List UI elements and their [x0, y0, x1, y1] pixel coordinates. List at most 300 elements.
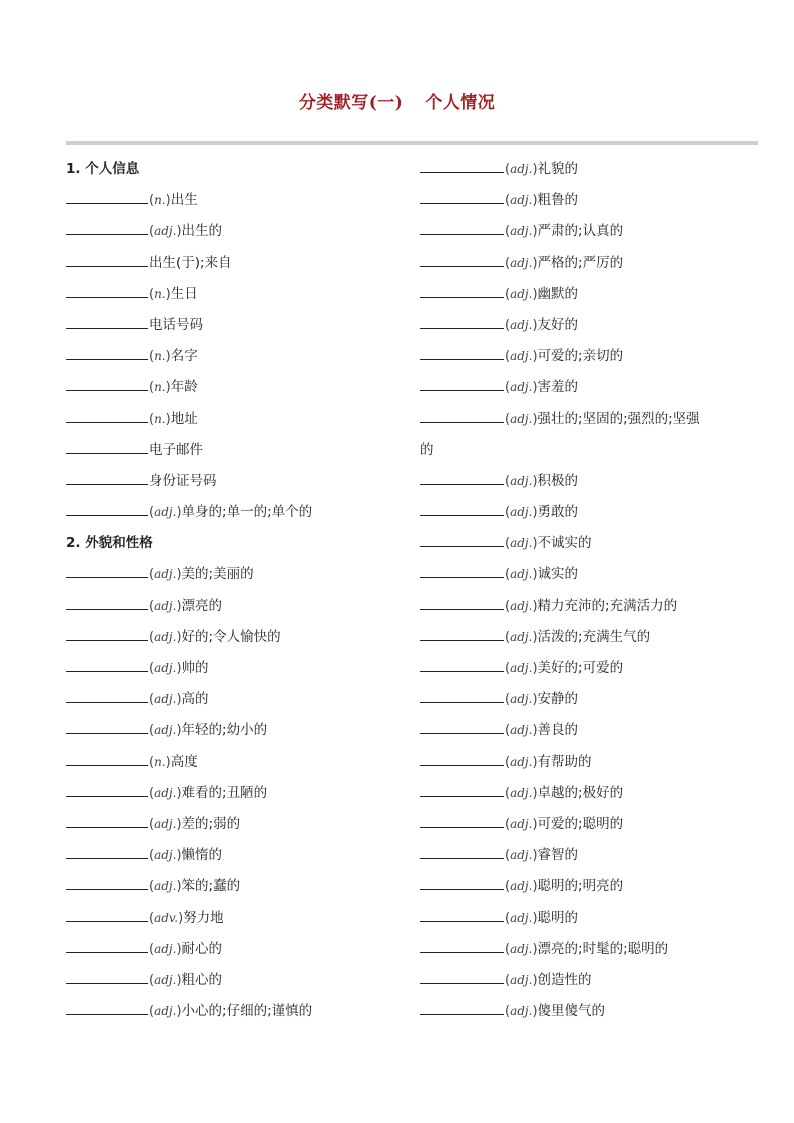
answer-blank[interactable]	[420, 971, 504, 984]
part-of-speech: adj.	[154, 224, 177, 239]
vocab-item	[66, 497, 396, 528]
paren-open: (	[149, 598, 155, 614]
paren-close: )	[176, 848, 182, 864]
part-of-speech: adj.	[154, 692, 177, 707]
paren-open: (	[149, 411, 155, 427]
meaning-text: 有帮助的	[537, 753, 592, 770]
paren-close: )	[176, 1004, 182, 1020]
paren-close: )	[165, 380, 171, 396]
paren-close: )	[176, 224, 182, 240]
answer-blank[interactable]	[66, 1002, 148, 1015]
paren-open: (	[149, 567, 155, 583]
paren-close: )	[165, 411, 171, 427]
vocab-item	[66, 840, 396, 871]
part-of-speech: adj.	[154, 661, 177, 675]
paren-open: (	[505, 567, 511, 583]
vocab-item	[420, 591, 740, 622]
vocab-item	[66, 185, 396, 216]
paren-close: )	[165, 193, 171, 209]
paren-open: (	[149, 1004, 155, 1020]
paren-close: )	[176, 941, 182, 957]
answer-blank[interactable]	[66, 222, 148, 235]
meaning-text: 积极的	[537, 472, 579, 489]
paren-close: )	[532, 816, 538, 832]
answer-blank[interactable]	[66, 316, 148, 329]
vocab-item	[420, 528, 740, 559]
vocab-item	[420, 996, 740, 1027]
paren-close: )	[532, 629, 538, 645]
paren-close: )	[532, 879, 538, 895]
part-of-speech: adj.	[510, 411, 533, 426]
paren-open: (	[149, 910, 155, 926]
paren-close: )	[532, 473, 538, 489]
meaning-text: 年轻的;幼小的	[181, 722, 268, 739]
meaning-text: 可爱的;亲切的	[537, 348, 624, 365]
paren-close: )	[176, 879, 182, 895]
meaning-text: 好的;令人愉快的	[181, 628, 281, 645]
paren-open: (	[149, 193, 155, 209]
paren-open: (	[149, 941, 155, 957]
part-of-speech: n.	[154, 193, 166, 208]
paren-close: )	[178, 910, 184, 926]
answer-blank[interactable]	[420, 565, 504, 578]
part-of-speech: adj.	[510, 505, 533, 520]
paren-open: (	[505, 536, 511, 552]
paren-close: )	[532, 255, 538, 271]
meaning-text: 漂亮的	[181, 597, 223, 614]
meaning-text: 活泼的;充满生气的	[537, 628, 651, 645]
paren-open: (	[149, 879, 155, 895]
part-of-speech: adj.	[154, 848, 177, 863]
vocab-item	[420, 154, 740, 185]
vocab-item	[66, 404, 396, 435]
section-heading	[66, 528, 396, 559]
part-of-speech: n.	[154, 380, 166, 395]
meaning-text: 善良的	[537, 722, 579, 739]
part-of-speech: adv.	[154, 910, 179, 925]
vocab-item	[420, 778, 740, 809]
answer-blank[interactable]	[420, 1002, 504, 1015]
meaning-text: 聪明的;明亮的	[537, 878, 624, 895]
answer-blank[interactable]	[66, 721, 148, 734]
part-of-speech: n.	[154, 411, 166, 426]
meaning-text: 严格的;严厉的	[537, 254, 624, 271]
paren-open: (	[149, 286, 155, 302]
paren-close: )	[176, 505, 182, 521]
vocab-item	[66, 684, 396, 715]
part-of-speech: adj.	[510, 816, 533, 831]
paren-open: (	[149, 380, 155, 396]
answer-blank[interactable]	[66, 347, 148, 360]
vocab-item	[420, 871, 740, 902]
paren-open: (	[505, 598, 511, 614]
vocab-item	[66, 279, 396, 310]
part-of-speech: adj.	[510, 224, 533, 239]
answer-blank[interactable]	[66, 503, 148, 516]
meaning-text: 出生	[170, 192, 198, 209]
meaning-text: 电话号码	[149, 316, 203, 333]
answer-blank[interactable]	[420, 378, 504, 391]
meaning-text: 可爱的;聪明的	[537, 815, 624, 832]
paren-open: (	[505, 162, 511, 177]
answer-blank[interactable]	[66, 971, 148, 984]
meaning-text: 努力地	[183, 909, 224, 926]
vocab-item	[420, 559, 740, 590]
answer-blank[interactable]	[66, 846, 148, 859]
vocab-item	[66, 778, 396, 809]
part-of-speech: adj.	[510, 380, 533, 395]
vocab-item	[420, 965, 740, 996]
answer-blank[interactable]	[420, 909, 504, 922]
answer-blank[interactable]	[66, 191, 148, 204]
paren-close: )	[532, 536, 538, 552]
vocab-item	[420, 684, 740, 715]
vocab-item	[66, 996, 396, 1027]
meaning-text: 幽默的	[537, 285, 579, 302]
paren-open: (	[505, 411, 511, 427]
paren-open: (	[505, 692, 511, 708]
paren-open: (	[505, 380, 511, 396]
continuation-line	[420, 435, 740, 466]
part-of-speech: adj.	[154, 972, 177, 987]
paren-open: (	[505, 193, 511, 209]
answer-blank[interactable]	[420, 721, 504, 734]
vocab-item	[420, 715, 740, 746]
paren-close: )	[532, 286, 538, 302]
page-title-sub: 个人情况	[425, 93, 496, 113]
vocab-item	[66, 715, 396, 746]
answer-blank[interactable]	[420, 285, 504, 298]
answer-blank[interactable]	[66, 940, 148, 953]
paren-open: (	[149, 224, 155, 240]
paren-close: )	[165, 349, 171, 365]
part-of-speech: adj.	[510, 255, 533, 270]
vocab-item	[66, 747, 396, 778]
vocab-item	[66, 871, 396, 902]
answer-blank[interactable]	[420, 815, 504, 828]
part-of-speech: adj.	[510, 692, 533, 707]
vocab-item	[420, 185, 740, 216]
answer-blank[interactable]	[66, 815, 148, 828]
paren-open: (	[505, 505, 511, 521]
part-of-speech: adj.	[154, 629, 177, 644]
meaning-text: 难看的;丑陋的	[181, 784, 268, 801]
part-of-speech: adj.	[154, 785, 177, 800]
paren-close: )	[532, 1004, 538, 1020]
paren-open: (	[505, 754, 511, 770]
vocab-item	[420, 903, 740, 934]
paren-close: )	[532, 349, 538, 365]
meaning-text: 高度	[170, 753, 198, 770]
vocab-item	[66, 809, 396, 840]
part-of-speech: adj.	[510, 349, 533, 364]
vocab-item	[420, 809, 740, 840]
paren-open: (	[149, 816, 155, 832]
answer-blank[interactable]	[420, 940, 504, 953]
part-of-speech: adj.	[154, 1004, 177, 1019]
answer-blank[interactable]	[66, 659, 148, 672]
answer-blank[interactable]	[66, 784, 148, 797]
meaning-text: 礼貌的	[537, 161, 579, 177]
part-of-speech: n.	[154, 349, 166, 364]
answer-blank[interactable]	[420, 191, 504, 204]
part-of-speech: adj.	[510, 1004, 533, 1019]
answer-blank[interactable]	[420, 753, 504, 766]
paren-close: )	[532, 193, 538, 209]
paren-open: (	[505, 255, 511, 271]
meaning-text: 聪明的	[537, 909, 579, 926]
answer-blank[interactable]	[420, 690, 504, 703]
page-title	[0, 88, 794, 113]
paren-open: (	[149, 692, 155, 708]
paren-close: )	[176, 567, 182, 583]
part-of-speech: n.	[154, 286, 166, 301]
meaning-text: 耐心的	[181, 940, 223, 957]
vocab-item	[66, 965, 396, 996]
vocab-item	[420, 622, 740, 653]
paren-open: (	[149, 349, 155, 365]
paren-close: )	[176, 816, 182, 832]
meaning-text: 漂亮的;时髦的;聪明的	[537, 940, 669, 957]
meaning-text: 害羞的	[537, 379, 579, 396]
meaning-text: 粗鲁的	[537, 192, 579, 209]
paren-open: (	[149, 505, 155, 521]
answer-blank[interactable]	[66, 285, 148, 298]
vocab-item	[420, 653, 740, 684]
meaning-text: 小心的;仔细的;谨慎的	[181, 1003, 313, 1020]
part-of-speech: adj.	[154, 598, 177, 613]
meaning-text: 差的;弱的	[181, 815, 241, 832]
meaning-text: 电子邮件	[149, 441, 203, 458]
paren-open: (	[505, 224, 511, 240]
paren-open: (	[505, 816, 511, 832]
paren-open: (	[149, 723, 155, 739]
vocab-item	[420, 466, 740, 497]
paren-close: )	[176, 661, 182, 676]
answer-blank[interactable]	[420, 877, 504, 890]
part-of-speech: adj.	[510, 317, 533, 332]
paren-open: (	[505, 848, 511, 864]
vocab-item	[66, 248, 396, 279]
vocab-item	[66, 310, 396, 341]
meaning-text: 帅的	[181, 660, 209, 676]
answer-blank[interactable]	[420, 628, 504, 641]
part-of-speech: adj.	[510, 910, 533, 925]
section-heading-text: 2. 外貌和性格	[66, 535, 153, 552]
paren-close: )	[532, 505, 538, 521]
paren-close: )	[532, 598, 538, 614]
meaning-text: 睿智的	[537, 847, 579, 864]
section-heading	[66, 154, 396, 185]
paren-close: )	[532, 661, 538, 676]
answer-blank[interactable]	[420, 347, 504, 360]
answer-blank[interactable]	[66, 877, 148, 890]
vocab-item	[66, 591, 396, 622]
answer-blank[interactable]	[420, 784, 504, 797]
vocab-item	[420, 497, 740, 528]
vocab-item	[420, 747, 740, 778]
part-of-speech: adj.	[510, 567, 533, 582]
paren-close: )	[532, 380, 538, 396]
paren-open: (	[149, 629, 155, 645]
answer-blank[interactable]	[66, 378, 148, 391]
answer-blank[interactable]	[66, 628, 148, 641]
meaning-text: 精力充沛的;充满活力的	[537, 597, 678, 614]
vocab-item	[66, 934, 396, 965]
header-divider	[66, 141, 758, 145]
answer-blank[interactable]	[66, 565, 148, 578]
paren-open: (	[505, 941, 511, 957]
meaning-text: 身份证号码	[149, 472, 217, 489]
paren-open: (	[505, 286, 511, 302]
paren-open: (	[149, 661, 155, 676]
paren-close: )	[532, 723, 538, 739]
paren-open: (	[505, 473, 511, 489]
paren-close: )	[176, 629, 182, 645]
answer-blank[interactable]	[420, 597, 504, 610]
answer-blank[interactable]	[420, 659, 504, 672]
part-of-speech: adj.	[510, 785, 533, 800]
vocab-item	[420, 216, 740, 247]
part-of-speech: adj.	[510, 941, 533, 956]
part-of-speech: adj.	[154, 879, 177, 894]
answer-blank[interactable]	[420, 254, 504, 267]
answer-blank[interactable]	[420, 410, 504, 423]
paren-close: )	[532, 162, 538, 177]
paren-open: (	[505, 972, 511, 988]
answer-blank[interactable]	[66, 909, 148, 922]
paren-close: )	[176, 723, 182, 739]
vocab-item	[66, 216, 396, 247]
paren-close: )	[532, 754, 538, 770]
vocab-item	[66, 653, 396, 684]
paren-open: (	[505, 317, 511, 333]
paren-open: (	[505, 785, 511, 801]
vocab-item	[420, 372, 740, 403]
part-of-speech: adj.	[154, 723, 177, 738]
vocab-item	[66, 622, 396, 653]
page-title-main: 分类默写(一)	[298, 93, 404, 113]
vocab-item	[420, 248, 740, 279]
meaning-text: 年龄	[170, 379, 198, 396]
paren-open: (	[505, 879, 511, 895]
vocab-item	[420, 404, 740, 435]
paren-close: )	[532, 567, 538, 583]
answer-blank[interactable]	[420, 316, 504, 329]
part-of-speech: adj.	[154, 816, 177, 831]
paren-open: (	[505, 661, 511, 676]
paren-close: )	[176, 785, 182, 801]
paren-close: )	[532, 692, 538, 708]
paren-open: (	[149, 972, 155, 988]
vocab-item	[420, 310, 740, 341]
paren-open: (	[505, 1004, 511, 1020]
vocab-item	[66, 341, 396, 372]
part-of-speech: adj.	[510, 162, 533, 176]
meaning-text: 美的;美丽的	[181, 566, 254, 583]
part-of-speech: adj.	[510, 473, 533, 488]
meaning-text: 单身的;单一的;单个的	[181, 504, 313, 521]
part-of-speech: adj.	[510, 972, 533, 987]
part-of-speech: n.	[154, 754, 166, 769]
answer-blank[interactable]	[66, 441, 148, 454]
answer-blank[interactable]	[420, 534, 504, 547]
vocab-item	[66, 466, 396, 497]
answer-blank[interactable]	[66, 753, 148, 766]
paren-close: )	[176, 972, 182, 988]
paren-close: )	[165, 754, 171, 770]
paren-open: (	[149, 848, 155, 864]
meaning-text: 傻里傻气的	[537, 1003, 606, 1020]
paren-close: )	[176, 692, 182, 708]
part-of-speech: adj.	[510, 536, 533, 551]
paren-open: (	[505, 349, 511, 365]
section-heading-text: 1. 个人信息	[66, 161, 140, 177]
paren-close: )	[532, 224, 538, 240]
meaning-text: 安静的	[537, 691, 579, 708]
vocab-item	[420, 840, 740, 871]
left-column	[66, 154, 396, 1027]
answer-blank[interactable]	[420, 846, 504, 859]
answer-blank[interactable]	[66, 254, 148, 267]
paren-close: )	[176, 598, 182, 614]
right-column	[420, 154, 740, 1027]
vocab-item	[66, 435, 396, 466]
answer-blank[interactable]	[66, 472, 148, 485]
part-of-speech: adj.	[154, 941, 177, 956]
part-of-speech: adj.	[510, 879, 533, 894]
paren-close: )	[532, 411, 538, 427]
paren-close: )	[532, 317, 538, 333]
vocab-item	[66, 559, 396, 590]
part-of-speech: adj.	[510, 848, 533, 863]
part-of-speech: adj.	[510, 598, 533, 613]
part-of-speech: adj.	[510, 661, 533, 675]
answer-blank[interactable]	[66, 597, 148, 610]
vocab-item	[66, 372, 396, 403]
meaning-text: 卓越的;极好的	[537, 784, 624, 801]
answer-blank[interactable]	[420, 472, 504, 485]
part-of-speech: adj.	[510, 193, 533, 208]
paren-open: (	[149, 785, 155, 801]
meaning-text: 笨的;蠢的	[181, 878, 241, 895]
paren-close: )	[165, 286, 171, 302]
meaning-text: 创造性的	[537, 971, 592, 988]
part-of-speech: adj.	[510, 286, 533, 301]
paren-close: )	[532, 785, 538, 801]
answer-blank[interactable]	[66, 690, 148, 703]
answer-blank[interactable]	[66, 410, 148, 423]
part-of-speech: adj.	[510, 723, 533, 738]
answer-blank[interactable]	[420, 160, 504, 173]
meaning-text: 懒惰的	[181, 847, 223, 864]
paren-close: )	[532, 972, 538, 988]
part-of-speech: adj.	[510, 754, 533, 769]
continuation-text: 的	[420, 441, 434, 458]
meaning-text: 粗心的	[181, 971, 223, 988]
meaning-text: 名字	[170, 348, 198, 365]
paren-close: )	[532, 910, 538, 926]
answer-blank[interactable]	[420, 503, 504, 516]
paren-open: (	[505, 910, 511, 926]
meaning-text: 出生(于);来自	[149, 254, 232, 271]
meaning-text: 美好的;可爱的	[537, 660, 624, 676]
meaning-text: 诚实的	[537, 566, 579, 583]
meaning-text: 强壮的;坚固的;强烈的;坚强	[537, 410, 700, 427]
answer-blank[interactable]	[420, 222, 504, 235]
part-of-speech: adj.	[154, 567, 177, 582]
paren-open: (	[505, 629, 511, 645]
